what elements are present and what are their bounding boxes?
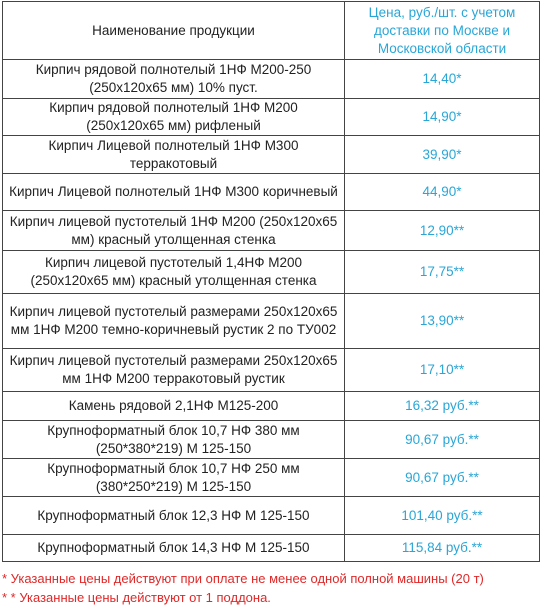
table-row	[3, 421, 540, 459]
price-cell: 14,90*	[345, 99, 540, 136]
product-name-cell: Крупноформатный блок 14,3 НФ М 125-150	[3, 535, 345, 562]
product-name-cell: Кирпич рядовой полнотелый 1НФ М200-250 (250х120х65 мм) 10% пуст.	[3, 60, 345, 99]
product-name-cell: Кирпич лицевой пустотелый размерами 250х120х65 мм 1НФ М200 терракотовый рустик	[3, 349, 345, 392]
price-cell: 14,40*	[345, 60, 540, 99]
product-name-cell: Крупноформатный блок 12,3 НФ М 125-150	[3, 497, 345, 535]
product-name-cell: Кирпич лицевой пустотелый размерами 250х120х65 мм 1НФ М200 темно-коричневый рустик 2 по ТУ002	[3, 294, 345, 349]
header-price: Цена, руб./шт. с учетом доставки по Москве и Московской области	[345, 2, 540, 60]
table-body	[3, 60, 540, 562]
product-name-cell: Кирпич Лицевой полнотелый 1НФ М300 коричневый	[3, 174, 345, 211]
price-cell: 101,40 руб.**	[345, 497, 540, 535]
price-cell: 13,90**	[345, 294, 540, 349]
price-cell: 17,75**	[345, 251, 540, 294]
product-name-cell: Крупноформатный блок 10,7 НФ 380 мм (250*380*219) М 125-150	[3, 421, 345, 459]
table-row	[3, 349, 540, 392]
table-row	[3, 497, 540, 535]
product-name-cell: Кирпич Лицевой полнотелый 1НФ М300 терракотовый	[3, 136, 345, 174]
table-row	[3, 136, 540, 174]
price-cell: 90,67 руб.**	[345, 459, 540, 497]
header-product-name: Наименование продукции	[3, 2, 345, 60]
price-cell: 115,84 руб.**	[345, 535, 540, 562]
table-row	[3, 392, 540, 421]
table-row	[3, 459, 540, 497]
price-cell: 39,90*	[345, 136, 540, 174]
footnote-full-truck: * Указанные цены действуют при оплате не менее одной полной машины (20 т)	[2, 571, 484, 586]
price-cell: 12,90**	[345, 211, 540, 251]
product-name-cell: Кирпич лицевой пустотелый 1НФ М200 (250х120х65 мм) красный утолщенная стенка	[3, 211, 345, 251]
table-row	[3, 174, 540, 211]
table-header-row	[3, 2, 540, 60]
price-cell: 16,32 руб.**	[345, 392, 540, 421]
table-row	[3, 99, 540, 136]
price-cell: 44,90*	[345, 174, 540, 211]
table-row	[3, 60, 540, 99]
price-table	[2, 1, 540, 562]
product-name-cell: Крупноформатный блок 10,7 НФ 250 мм (380*250*219) М 125-150	[3, 459, 345, 497]
table-row	[3, 251, 540, 294]
price-cell: 17,10**	[345, 349, 540, 392]
footnote-pallet: * * Указанные цены действуют от 1 поддона.	[2, 590, 271, 605]
product-name-cell: Камень рядовой 2,1НФ М125-200	[3, 392, 345, 421]
table-row	[3, 535, 540, 562]
price-cell: 90,67 руб.**	[345, 421, 540, 459]
product-name-cell: Кирпич лицевой пустотелый 1,4НФ М200 (250х120х65 мм) красный утолщенная стенка	[3, 251, 345, 294]
table-row	[3, 294, 540, 349]
table-row	[3, 211, 540, 251]
product-name-cell: Кирпич рядовой полнотелый 1НФ М200 (250х120х65 мм) рифленый	[3, 99, 345, 136]
